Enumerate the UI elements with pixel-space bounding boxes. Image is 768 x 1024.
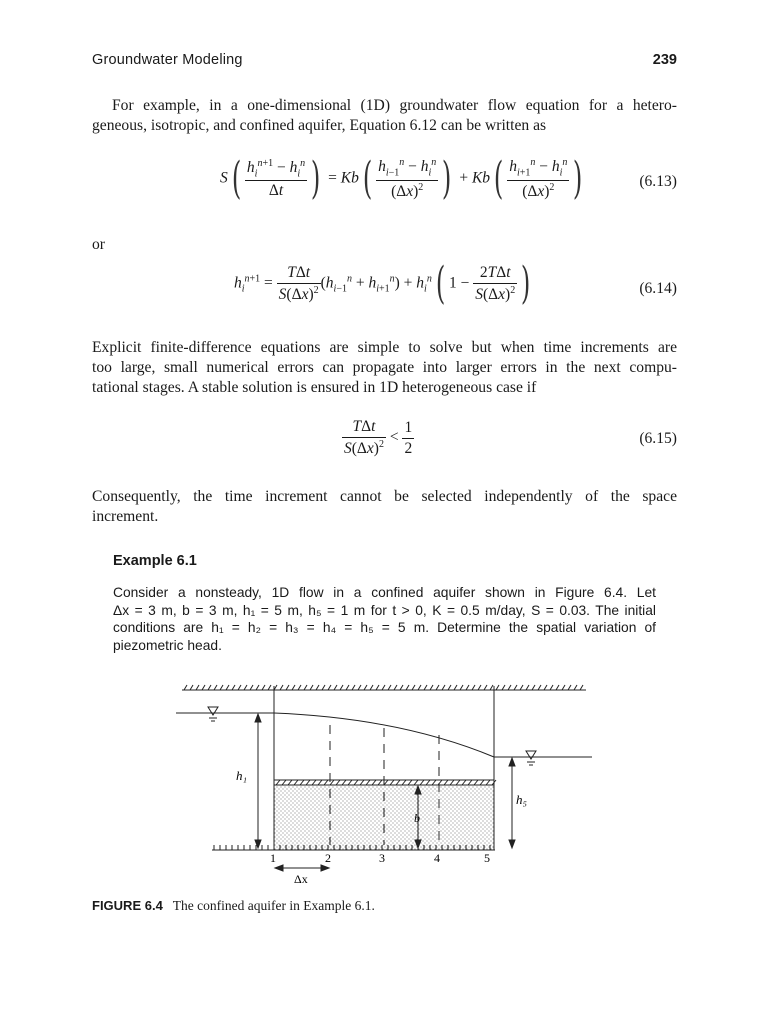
connector-text: or — [92, 236, 105, 253]
figure-6-4 — [170, 680, 600, 895]
paragraph-line: too large, small numerical errors can propagate into larger errors in the next compu- — [92, 359, 677, 376]
b-label: b — [414, 811, 420, 825]
figure-caption — [92, 898, 375, 914]
example-line: piezometric head. — [113, 637, 222, 653]
confining-layer — [274, 780, 496, 785]
h1-dimension — [255, 714, 261, 848]
node-label-5: 5 — [484, 851, 490, 865]
equation-6-14 — [92, 258, 677, 322]
node-label-1: 1 — [270, 851, 276, 865]
dx-label: Δx — [294, 872, 308, 886]
example-body — [113, 584, 656, 654]
equation-6-13 — [92, 155, 677, 215]
ground-surface — [182, 685, 586, 690]
example-line: Consider a nonsteady, 1D flow in a confined aquifer shown in Figure 6.4. Let — [113, 585, 656, 600]
equation-6-13-expression: S( $\frac{h_i^{n+1} - h_i^n}{\Delta t}$ ) = Kb( $\frac{h_{i-1}^n - h_i^n}{(\Delta x)^2}$ ) + Kb( $\frac{h_{i+1}^n - h_i^n}{(\Delta x)^2}$ ) — [220, 153, 583, 204]
paragraph-intro — [92, 96, 677, 136]
running-header-title: Groundwater Modeling — [92, 52, 243, 68]
page-number: 239 — [652, 52, 677, 68]
paragraph-line: Consequently, the time increment cannot be selected independently of the space — [92, 488, 677, 505]
water-table-icon — [526, 751, 536, 765]
equation-6-15-expression: $\frac{\text{TΔt}}{S(\Delta x)^2}$ < $\frac{1}{2}$ — [344, 418, 413, 458]
water-table-icon — [208, 707, 218, 721]
equation-number: (6.14) — [639, 280, 677, 297]
example-line: Δx = 3 m, b = 3 m, h₁ = 5 m, h₅ = 1 m for t > 0, K = 0.5 m/day, S = 0.03. The initial — [113, 602, 656, 618]
caption-text: The confined aquifer in Example 6.1. — [172, 898, 375, 913]
paragraph-stability — [92, 338, 677, 398]
equation-number: (6.15) — [639, 430, 677, 447]
equation-number: (6.13) — [639, 173, 677, 190]
aquifer-diagram — [170, 680, 600, 890]
paragraph-line: geneous, isotropic, and confined aquifer, Equation 6.12 can be written as — [92, 117, 547, 134]
paragraph-line: Explicit finite-difference equations are simple to solve but when time increments are — [92, 339, 677, 356]
paragraph-consequence — [92, 487, 677, 527]
example-line: conditions are h₁ = h₂ = h₃ = h₄ = h₅ = 5 m. Determine the spatial variation of — [113, 620, 656, 635]
node-label-2: 2 — [325, 851, 331, 865]
h1-label: h₁ — [236, 768, 248, 783]
node-label-4: 4 — [434, 851, 440, 865]
caption-label: FIGURE 6.4 — [92, 898, 163, 913]
dx-dimension — [275, 865, 329, 871]
paragraph-line: tational stages. A stable solution is ensured in 1D heterogeneous case if — [92, 379, 537, 396]
equation-6-15 — [92, 418, 677, 478]
example-title: Example 6.1 — [113, 553, 197, 569]
paragraph-line: increment. — [92, 508, 159, 525]
paragraph-line: For example, in a one-dimensional (1D) groundwater flow equation for a hetero- — [112, 97, 677, 114]
h5-label: h₅ — [516, 792, 528, 807]
node-label-3: 3 — [379, 851, 385, 865]
h5-dimension — [509, 758, 515, 848]
equation-6-14-expression: $h_i^{n+1}$ = $\frac{\text{TΔt}}{S(\Delta x)^2}$ $(h_{i-1}^n + h_{i+1}^n) + h_i^n$( 1 − $\frac{\text{2TΔt}}{S(\Delta x)^2}$ ) — [234, 258, 531, 309]
